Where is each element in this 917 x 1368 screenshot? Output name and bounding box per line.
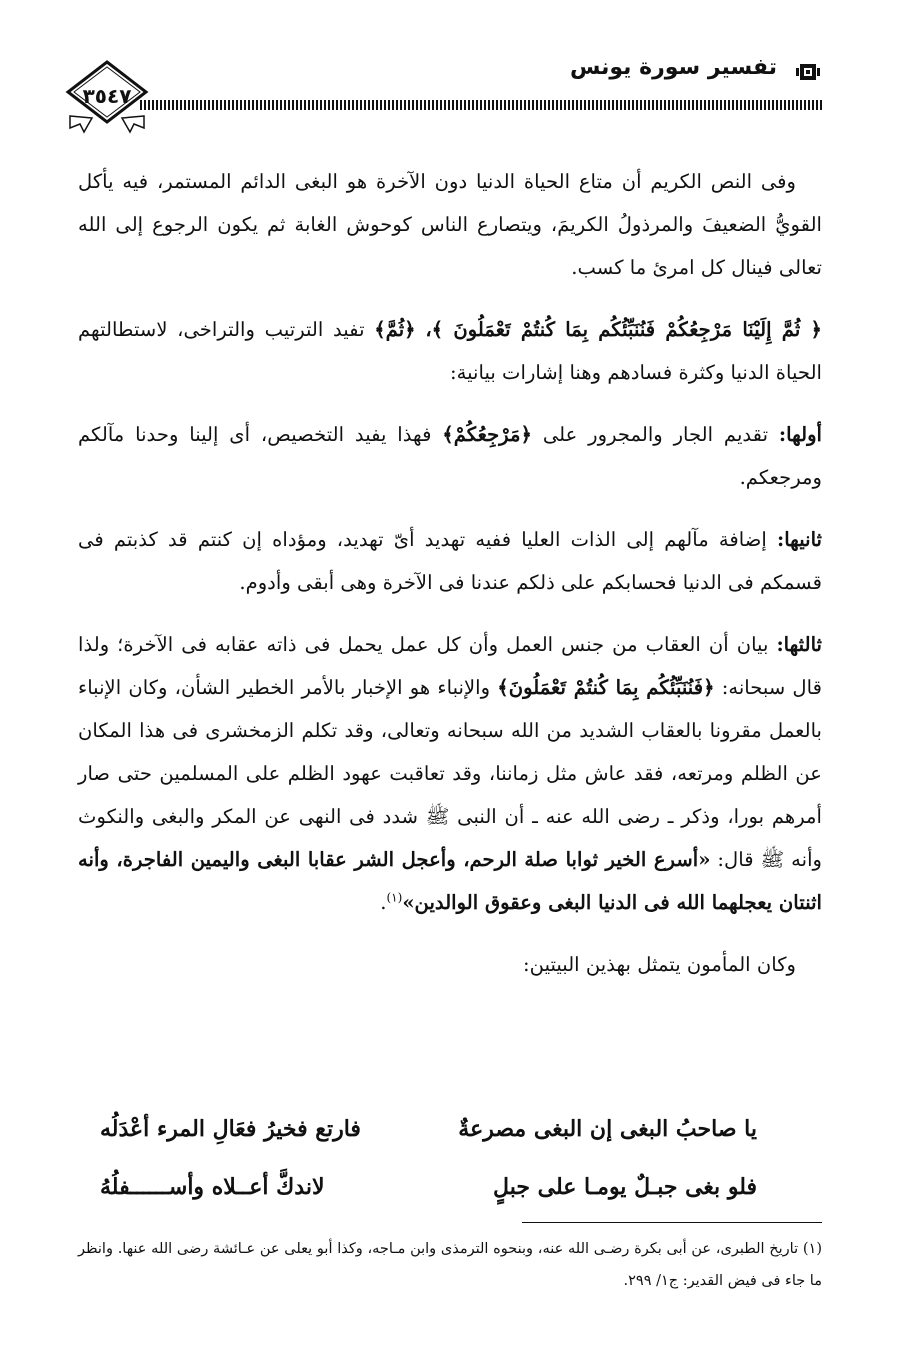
point-label-third: ثالثها:	[776, 633, 822, 656]
footnote-marker[interactable]: (١)	[386, 890, 403, 905]
poem-verse	[100, 1100, 757, 1158]
paragraph-text: تقديم الجار والمجرور على	[542, 423, 769, 446]
paragraph-verse-commentary	[78, 308, 822, 394]
quran-quote: ﴿مَرْجِعُكُمْ﴾	[442, 423, 532, 446]
paragraph-text: فهذا يفيد التخصيص، أى إلينا وحدنا مآلكم ومرجعكم.	[78, 423, 822, 489]
paragraph-second-point	[78, 518, 822, 604]
paragraph-text: والإنباء هو الإخبار بالأمر الخطير الشأن، وكان الإنباء بالعمل مقرونا بالعقاب الشديد من الله سبحانه وتعالى، وقد تكلم الزمخشرى فى هذا المكان عن الظلم ومرتعه، فقد عاش مثل زماننا، وقد تعاقبت عهود الظلم على المسلمين حتى صار أمرهم بورا، وذكر ـ رضى الله عنه ـ أن النبى ﷺ شدد فى النهى عن المكر والبغى والنكوث وأنه ﷺ قال:	[78, 676, 822, 871]
poem-second-hemistich: فارتع فخيرُ فعَالِ المرء أعْدَلُه	[100, 1116, 361, 1142]
quran-quote: ﴿فَنُنَبِّئُكُم بِمَا كُنتُمْ تَعْمَلُونَ﴾	[497, 676, 715, 699]
paragraph-text: بيان أن العقاب من جنس العمل وأن كل عمل يحمل فى ذاته عقابه فى الآخرة؛ ولذا قال سبحانه:	[78, 633, 823, 699]
poem-verse	[100, 1158, 757, 1216]
paragraph-poem-intro: وكان المأمون يتمثل بهذين البيتين:	[523, 953, 796, 976]
running-header-title: تفسير سورة يونس	[570, 55, 777, 80]
point-label-second: ثانيها:	[776, 528, 822, 551]
poem-first-hemistich: يا صاحبُ البغى إن البغى مصرعةٌ	[458, 1116, 757, 1142]
paragraph-end: .	[380, 891, 387, 914]
hadith-quote: «أسرع الخير ثوابا صلة الرحم، وأعجل الشر عقابا البغى واليمين الفاجرة، وأنه اثنتان يعجلهما الله فى الدنيا البغى وعقوق الوالدين»	[78, 848, 822, 914]
quran-quote: ﴿ ثُمَّ إِلَيْنَا مَرْجِعُكُمْ فَنُنَبِّئُكُم بِمَا كُنتُمْ تَعْمَلُونَ ﴾،	[425, 318, 822, 341]
poem-second-hemistich: لاندكَّ أعــلاه وأســــــفلُهُ	[100, 1174, 325, 1200]
poem	[100, 1100, 757, 1216]
paragraph-intro: وفى النص الكريم أن متاع الحياة الدنيا دون الآخرة هو البغى الدائم المستمر، فيه يأكل القويُّ الضعيفَ والمرذولُ الكريمَ، ويتصارع الناس كوحوش الغابة ثم يكون الرجوع إلى الله تعالى فينال كل امرئ ما كسب.	[78, 170, 822, 279]
footnote: (١) تاريخ الطبرى، عن أبى بكرة رضـى الله عنه، وبنحوه الترمذى وابن مـاجه، وكذا أبو يعلى عن عـائشة رضى الله عنها. وانظر ما جاء فى فيض القدير: ج١/ ٢٩٩.	[78, 1241, 822, 1289]
header-ornament-icon	[795, 62, 821, 82]
paragraph-first-point	[78, 413, 822, 499]
main-text	[78, 160, 822, 1005]
quran-quote-word: ﴿ثُمَّ﴾	[374, 318, 416, 341]
paragraph-third-point	[78, 623, 822, 924]
point-label-first: أولها:	[778, 423, 823, 446]
footnote-separator	[522, 1222, 822, 1223]
paragraph-text: إضافة مآلهم إلى الذات العليا ففيه تهديد أىّ تهديد، ومؤداه إن كنتم قد كذبتم فى قسمكم فى الدنيا فحسابكم على ذلكم عندنا فى الآخرة وهى أبقى وأدوم.	[78, 528, 822, 594]
poem-first-hemistich: فلو بغى جبـلٌ يومـا على جبلٍ	[493, 1174, 757, 1200]
page-number: ٣٥٤٧	[82, 84, 132, 108]
header-rule	[140, 100, 822, 110]
paragraph-text: تفيد الترتيب والتراخى، لاستطالتهم الحياة الدنيا وكثرة فسادهم وهنا إشارات بيانية:	[78, 318, 822, 384]
